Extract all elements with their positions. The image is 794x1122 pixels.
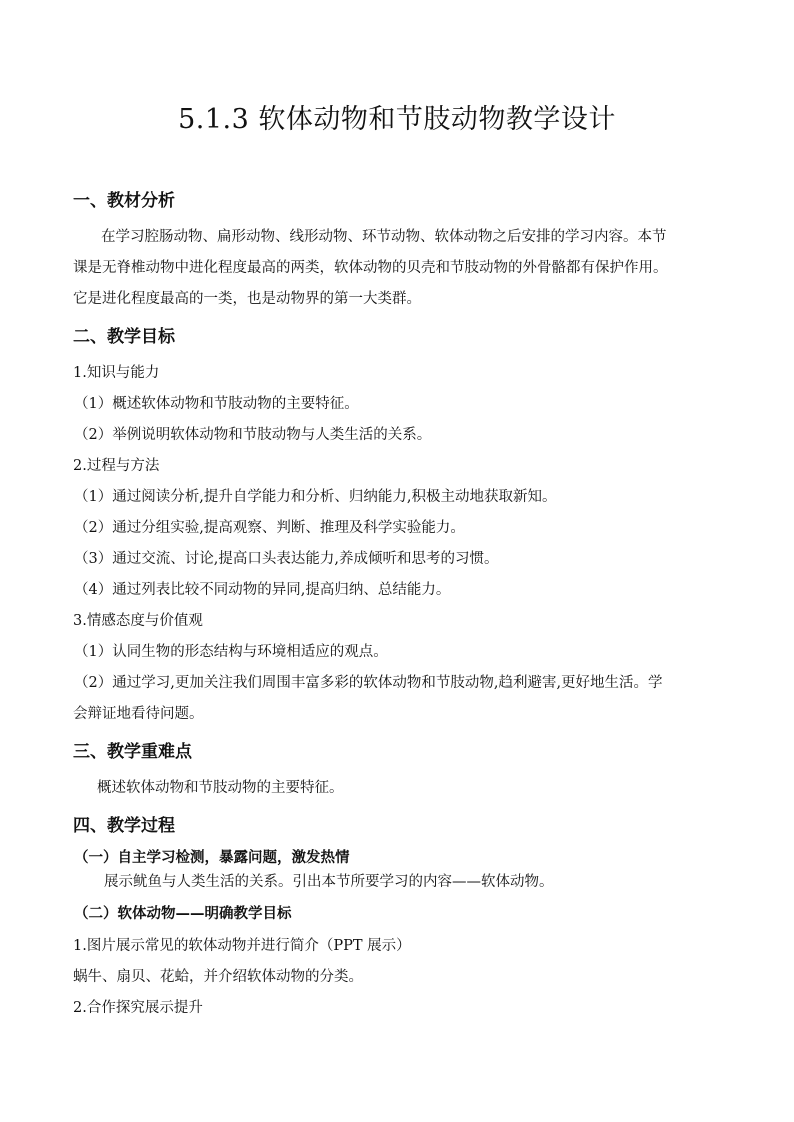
- goal-item: （2）通过分组实验,提高观察、判断、推理及科学实验能力。: [74, 520, 465, 536]
- goal-item-continued: 会辩证地看待问题。: [73, 706, 204, 722]
- subsection-heading: （二）软体动物——明确教学目标: [74, 906, 292, 922]
- goal-item: （2）通过学习,更加关注我们周围丰富多彩的软体动物和节肢动物,趋利避害,更好地生活。学: [74, 675, 663, 691]
- goal-category: 1.知识与能力: [73, 365, 160, 381]
- paragraph-line: 1.图片展示常见的软体动物并进行简介（PPT 展示）: [73, 938, 411, 954]
- goal-item: （1）通过阅读分析,提升自学能力和分析、归纳能力,积极主动地获取新知。: [74, 489, 557, 505]
- section-heading-teaching-process: 四、教学过程: [73, 816, 175, 836]
- paragraph-line: 展示鱿鱼与人类生活的关系。引出本节所要学习的内容——软体动物。: [104, 874, 554, 890]
- document-title: 5.1.3 软体动物和节肢动物教学设计: [178, 104, 616, 135]
- subsection-heading: （一）自主学习检测，暴露问题，激发热情: [74, 850, 350, 866]
- goal-item: （2）举例说明软体动物和节肢动物与人类生活的关系。: [74, 427, 432, 443]
- goal-item: （4）通过列表比较不同动物的异同,提高归纳、总结能力。: [74, 582, 451, 598]
- paragraph-line: 在学习腔肠动物、扁形动物、线形动物、环节动物、软体动物之后安排的学习内容。本节: [101, 229, 667, 245]
- section-heading-key-points: 三、教学重难点: [73, 742, 192, 762]
- paragraph-line: 概述软体动物和节肢动物的主要特征。: [97, 780, 344, 796]
- paragraph-line: 课是无脊椎动物中进化程度最高的两类，软体动物的贝壳和节肢动物的外骨骼都有保护作用。: [73, 260, 668, 276]
- paragraph-line: 蜗牛、扇贝、花蛤，并介绍软体动物的分类。: [73, 969, 363, 985]
- goal-item: （1）概述软体动物和节肢动物的主要特征。: [74, 396, 359, 412]
- paragraph-line: 它是进化程度最高的一类，也是动物界的第一大类群。: [73, 291, 421, 307]
- goal-item: （1）认同生物的形态结构与环境相适应的观点。: [74, 644, 388, 660]
- paragraph-line: 2.合作探究展示提升: [73, 1000, 203, 1016]
- goal-category: 3.情感态度与价值观: [73, 613, 203, 629]
- section-heading-teaching-goals: 二、教学目标: [73, 327, 175, 347]
- goal-item: （3）通过交流、讨论,提高口头表达能力,养成倾听和思考的习惯。: [74, 551, 499, 567]
- goal-category: 2.过程与方法: [73, 458, 160, 474]
- section-heading-textbook-analysis: 一、教材分析: [73, 191, 175, 211]
